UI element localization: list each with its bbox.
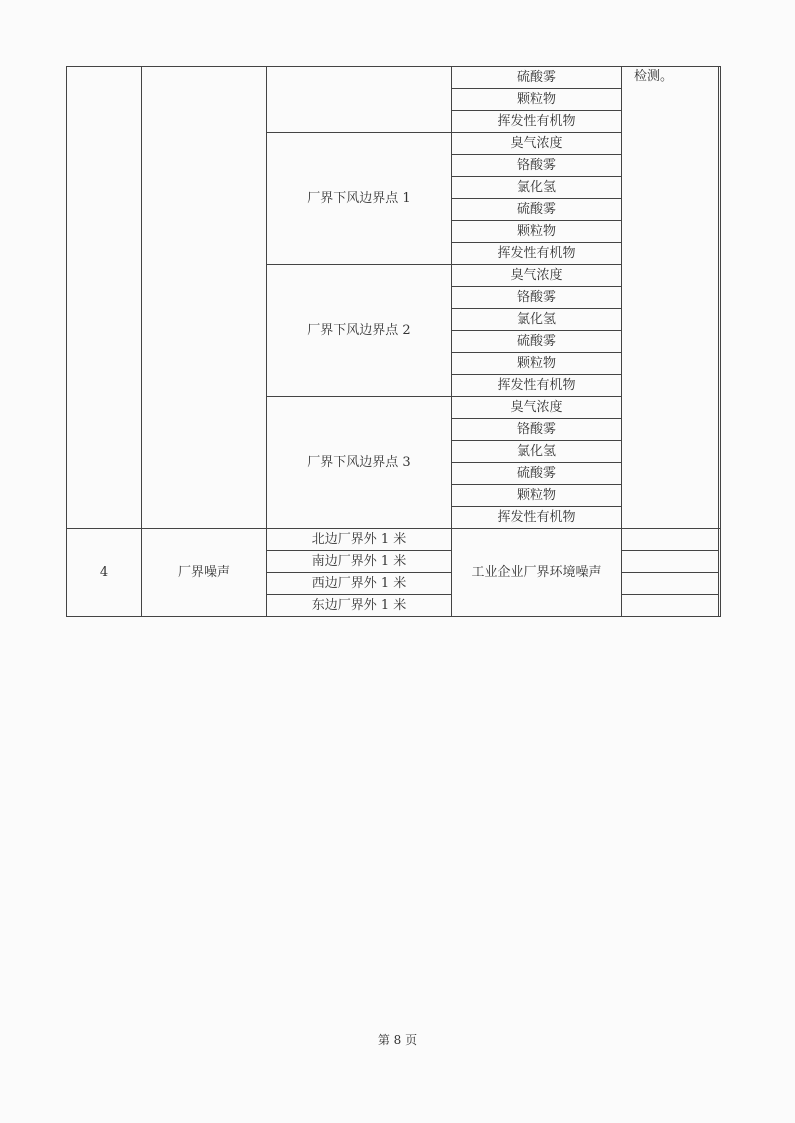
remark-cell-empty	[622, 551, 719, 573]
pollutant-cell: 硫酸雾	[452, 331, 622, 353]
pollutant-cell: 臭气浓度	[452, 397, 622, 419]
noise-location-cell: 东边厂界外 1 米	[267, 595, 452, 617]
remark-cell: 检测。	[622, 67, 719, 529]
remark-cell-empty	[622, 573, 719, 595]
pollutant-cell: 挥发性有机物	[452, 507, 622, 529]
edge-column	[719, 67, 721, 529]
monitoring-table	[66, 66, 721, 617]
index-cell: 4	[67, 529, 142, 617]
pollutant-cell: 硫酸雾	[452, 67, 622, 89]
pollutant-cell: 颗粒物	[452, 353, 622, 375]
pollutant-cell: 硫酸雾	[452, 463, 622, 485]
pollutant-cell: 铬酸雾	[452, 287, 622, 309]
pollutant-cell: 氯化氢	[452, 177, 622, 199]
page-number: 第 8 页	[377, 1033, 418, 1047]
noise-location-cell: 北边厂界外 1 米	[267, 529, 452, 551]
pollutant-cell: 臭气浓度	[452, 133, 622, 155]
remark-cell-empty	[622, 595, 719, 617]
pollutant-cell: 挥发性有机物	[452, 375, 622, 397]
location-cell-continued	[267, 67, 452, 133]
pollutant-cell: 挥发性有机物	[452, 111, 622, 133]
pollutant-cell: 颗粒物	[452, 485, 622, 507]
edge-column	[719, 529, 721, 617]
pollutant-cell: 硫酸雾	[452, 199, 622, 221]
noise-location-cell: 西边厂界外 1 米	[267, 573, 452, 595]
category-cell: 厂界噪声	[142, 529, 267, 617]
pollutant-cell: 铬酸雾	[452, 419, 622, 441]
pollutant-cell: 铬酸雾	[452, 155, 622, 177]
location-cell: 厂界下风边界点 3	[267, 397, 452, 529]
remark-cell-empty	[622, 529, 719, 551]
category-cell-continued	[142, 67, 267, 529]
pollutant-cell: 挥发性有机物	[452, 243, 622, 265]
noise-item-cell: 工业企业厂界环境噪声	[452, 529, 622, 617]
location-cell: 厂界下风边界点 2	[267, 265, 452, 397]
pollutant-cell: 氯化氢	[452, 309, 622, 331]
location-cell: 厂界下风边界点 1	[267, 133, 452, 265]
noise-location-cell: 南边厂界外 1 米	[267, 551, 452, 573]
pollutant-cell: 颗粒物	[452, 89, 622, 111]
index-cell-continued	[67, 67, 142, 529]
pollutant-cell: 颗粒物	[452, 221, 622, 243]
pollutant-cell: 氯化氢	[452, 441, 622, 463]
pollutant-cell: 臭气浓度	[452, 265, 622, 287]
